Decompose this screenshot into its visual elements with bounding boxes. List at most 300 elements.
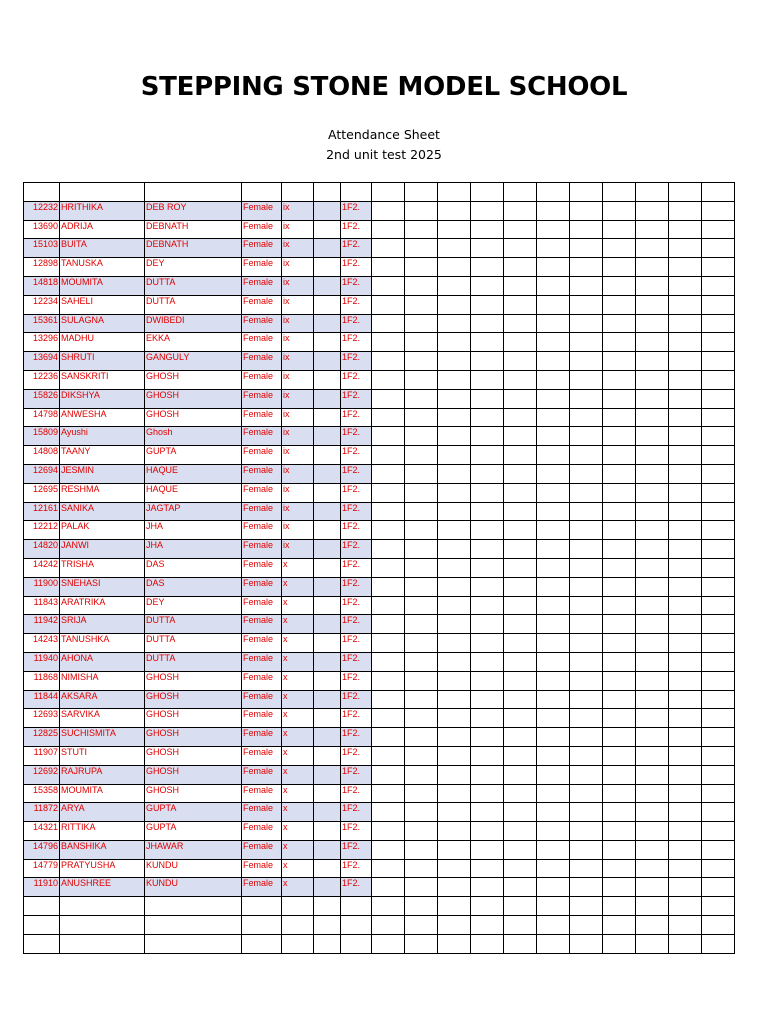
table-row	[24, 690, 735, 709]
attendance-cell	[471, 314, 504, 333]
table-row	[24, 728, 735, 747]
last-name: GUPTA	[145, 446, 242, 465]
attendance-cell	[537, 502, 570, 521]
attendance-cell	[669, 671, 702, 690]
first-name: TAANY	[60, 446, 145, 465]
gender: Female	[242, 634, 282, 653]
attendance-cell	[537, 408, 570, 427]
attendance-cell	[438, 220, 471, 239]
table-row	[24, 746, 735, 765]
attendance-cell	[636, 352, 669, 371]
section: 1F2.	[341, 352, 372, 371]
attendance-cell	[702, 352, 735, 371]
attendance-cell	[702, 671, 735, 690]
attendance-cell	[636, 276, 669, 295]
gender: Female	[242, 370, 282, 389]
table-row	[24, 408, 735, 427]
student-id: 14798	[24, 408, 60, 427]
last-name: GHOSH	[145, 690, 242, 709]
table-row	[24, 765, 735, 784]
attendance-cell	[570, 295, 603, 314]
attendance-cell	[603, 295, 636, 314]
blank-cell	[314, 671, 341, 690]
attendance-cell	[504, 483, 537, 502]
attendance-cell	[603, 446, 636, 465]
last-name: DEBNATH	[145, 220, 242, 239]
empty-cell	[504, 183, 537, 202]
empty-cell	[669, 183, 702, 202]
last-name: GHOSH	[145, 746, 242, 765]
attendance-cell	[471, 859, 504, 878]
attendance-cell	[702, 220, 735, 239]
empty-cell	[570, 934, 603, 953]
class: x	[282, 859, 314, 878]
attendance-cell	[702, 859, 735, 878]
attendance-cell	[504, 540, 537, 559]
last-name: GHOSH	[145, 370, 242, 389]
student-id: 14779	[24, 859, 60, 878]
attendance-cell	[570, 596, 603, 615]
attendance-cell	[537, 634, 570, 653]
attendance-cell	[537, 709, 570, 728]
attendance-cell	[438, 615, 471, 634]
student-id: 11900	[24, 577, 60, 596]
table-row	[24, 878, 735, 897]
empty-cell	[669, 916, 702, 935]
gender: Female	[242, 803, 282, 822]
attendance-cell	[438, 878, 471, 897]
first-name: AKSARA	[60, 690, 145, 709]
attendance-cell	[603, 276, 636, 295]
attendance-cell	[438, 822, 471, 841]
first-name: SARVIKA	[60, 709, 145, 728]
attendance-cell	[669, 483, 702, 502]
attendance-cell	[471, 577, 504, 596]
attendance-cell	[603, 671, 636, 690]
blank-row	[24, 897, 735, 916]
empty-cell	[603, 916, 636, 935]
table-row	[24, 333, 735, 352]
gender: Female	[242, 502, 282, 521]
last-name: GHOSH	[145, 765, 242, 784]
last-name: GUPTA	[145, 822, 242, 841]
section: 1F2.	[341, 201, 372, 220]
last-name: EKKA	[145, 333, 242, 352]
attendance-cell	[570, 464, 603, 483]
class: ix	[282, 370, 314, 389]
empty-cell	[702, 897, 735, 916]
empty-cell	[570, 916, 603, 935]
attendance-cell	[702, 803, 735, 822]
class: ix	[282, 314, 314, 333]
blank-cell	[314, 258, 341, 277]
attendance-cell	[471, 276, 504, 295]
attendance-cell	[405, 878, 438, 897]
class: ix	[282, 502, 314, 521]
first-name: DIKSHYA	[60, 389, 145, 408]
attendance-cell	[669, 709, 702, 728]
section: 1F2.	[341, 840, 372, 859]
attendance-cell	[537, 333, 570, 352]
attendance-cell	[702, 690, 735, 709]
attendance-cell	[702, 558, 735, 577]
last-name: GHOSH	[145, 408, 242, 427]
empty-cell	[438, 934, 471, 953]
section: 1F2.	[341, 746, 372, 765]
attendance-cell	[504, 220, 537, 239]
attendance-cell	[669, 502, 702, 521]
attendance-cell	[702, 652, 735, 671]
attendance-cell	[471, 765, 504, 784]
empty-cell	[242, 916, 282, 935]
table-row	[24, 258, 735, 277]
blank-cell	[314, 709, 341, 728]
last-name: DEBNATH	[145, 239, 242, 258]
attendance-cell	[372, 859, 405, 878]
empty-cell	[438, 916, 471, 935]
attendance-cell	[372, 408, 405, 427]
attendance-cell	[438, 709, 471, 728]
empty-cell	[471, 934, 504, 953]
first-name: ADRIJA	[60, 220, 145, 239]
table-row	[24, 352, 735, 371]
attendance-cell	[603, 558, 636, 577]
attendance-cell	[636, 859, 669, 878]
table-row	[24, 464, 735, 483]
attendance-cell	[537, 690, 570, 709]
first-name: RITTIKA	[60, 822, 145, 841]
attendance-cell	[372, 558, 405, 577]
attendance-cell	[504, 577, 537, 596]
gender: Female	[242, 728, 282, 747]
attendance-cell	[471, 540, 504, 559]
student-id: 12232	[24, 201, 60, 220]
attendance-cell	[636, 577, 669, 596]
attendance-cell	[570, 446, 603, 465]
attendance-cell	[372, 822, 405, 841]
last-name: KUNDU	[145, 859, 242, 878]
attendance-cell	[372, 878, 405, 897]
attendance-cell	[570, 690, 603, 709]
empty-cell	[145, 916, 242, 935]
attendance-cell	[570, 728, 603, 747]
attendance-cell	[405, 615, 438, 634]
class: x	[282, 746, 314, 765]
section: 1F2.	[341, 709, 372, 728]
gender: Female	[242, 352, 282, 371]
section: 1F2.	[341, 483, 372, 502]
blank-cell	[314, 276, 341, 295]
class: ix	[282, 427, 314, 446]
class: ix	[282, 239, 314, 258]
empty-cell	[702, 183, 735, 202]
empty-cell	[282, 916, 314, 935]
attendance-cell	[438, 840, 471, 859]
first-name: SHRUTI	[60, 352, 145, 371]
empty-cell	[702, 934, 735, 953]
empty-cell	[603, 183, 636, 202]
attendance-cell	[570, 352, 603, 371]
class: ix	[282, 483, 314, 502]
empty-cell	[60, 916, 145, 935]
student-id: 12825	[24, 728, 60, 747]
class: x	[282, 784, 314, 803]
attendance-cell	[702, 765, 735, 784]
attendance-cell	[372, 840, 405, 859]
student-id: 14808	[24, 446, 60, 465]
attendance-cell	[471, 483, 504, 502]
student-id: 15358	[24, 784, 60, 803]
attendance-cell	[405, 389, 438, 408]
attendance-cell	[570, 765, 603, 784]
last-name: Ghosh	[145, 427, 242, 446]
table-row	[24, 840, 735, 859]
attendance-cell	[372, 370, 405, 389]
attendance-cell	[372, 483, 405, 502]
attendance-cell	[636, 521, 669, 540]
empty-cell	[145, 183, 242, 202]
gender: Female	[242, 652, 282, 671]
sheet-title: Attendance Sheet	[328, 127, 440, 142]
attendance-cell	[504, 521, 537, 540]
attendance-cell	[405, 370, 438, 389]
table-row	[24, 558, 735, 577]
attendance-cell	[702, 314, 735, 333]
table-row	[24, 314, 735, 333]
blank-cell	[314, 464, 341, 483]
section: 1F2.	[341, 596, 372, 615]
attendance-cell	[471, 634, 504, 653]
attendance-cell	[636, 446, 669, 465]
attendance-cell	[471, 690, 504, 709]
attendance-cell	[438, 295, 471, 314]
attendance-cell	[372, 389, 405, 408]
attendance-cell	[405, 295, 438, 314]
attendance-cell	[702, 521, 735, 540]
attendance-cell	[603, 577, 636, 596]
empty-cell	[341, 897, 372, 916]
table-row	[24, 521, 735, 540]
attendance-cell	[636, 389, 669, 408]
student-id: 11844	[24, 690, 60, 709]
attendance-cell	[537, 558, 570, 577]
table-row	[24, 803, 735, 822]
empty-cell	[537, 916, 570, 935]
empty-cell	[702, 916, 735, 935]
attendance-cell	[471, 239, 504, 258]
attendance-cell	[603, 314, 636, 333]
gender: Female	[242, 201, 282, 220]
attendance-cell	[504, 408, 537, 427]
attendance-cell	[438, 652, 471, 671]
attendance-cell	[405, 803, 438, 822]
empty-cell	[341, 916, 372, 935]
attendance-cell	[702, 577, 735, 596]
class: ix	[282, 464, 314, 483]
gender: Female	[242, 483, 282, 502]
attendance-cell	[405, 201, 438, 220]
student-id: 11942	[24, 615, 60, 634]
attendance-cell	[603, 615, 636, 634]
blank-cell	[314, 483, 341, 502]
attendance-cell	[603, 709, 636, 728]
student-id: 12692	[24, 765, 60, 784]
attendance-cell	[372, 446, 405, 465]
attendance-cell	[471, 220, 504, 239]
blank-cell	[314, 784, 341, 803]
empty-cell	[341, 183, 372, 202]
section: 1F2.	[341, 558, 372, 577]
student-id: 13694	[24, 352, 60, 371]
attendance-cell	[372, 464, 405, 483]
exam-title: 2nd unit test 2025	[326, 147, 442, 162]
last-name: HAQUE	[145, 464, 242, 483]
attendance-cell	[405, 239, 438, 258]
attendance-cell	[636, 784, 669, 803]
empty-cell	[341, 934, 372, 953]
attendance-cell	[669, 728, 702, 747]
attendance-cell	[603, 464, 636, 483]
table-row	[24, 389, 735, 408]
gender: Female	[242, 389, 282, 408]
header-row	[24, 183, 735, 202]
empty-cell	[669, 897, 702, 916]
attendance-cell	[504, 728, 537, 747]
gender: Female	[242, 408, 282, 427]
attendance-cell	[636, 690, 669, 709]
gender: Female	[242, 577, 282, 596]
table-row	[24, 615, 735, 634]
attendance-cell	[438, 352, 471, 371]
student-id: 13296	[24, 333, 60, 352]
student-id: 14796	[24, 840, 60, 859]
last-name: KUNDU	[145, 878, 242, 897]
attendance-cell	[636, 765, 669, 784]
attendance-cell	[669, 276, 702, 295]
last-name: JHA	[145, 521, 242, 540]
section: 1F2.	[341, 521, 372, 540]
blank-cell	[314, 859, 341, 878]
first-name: PALAK	[60, 521, 145, 540]
attendance-cell	[636, 314, 669, 333]
empty-cell	[537, 183, 570, 202]
attendance-cell	[438, 671, 471, 690]
first-name: SANSKRITI	[60, 370, 145, 389]
attendance-cell	[537, 239, 570, 258]
attendance-cell	[636, 709, 669, 728]
last-name: GUPTA	[145, 803, 242, 822]
attendance-cell	[504, 784, 537, 803]
attendance-cell	[603, 596, 636, 615]
last-name: DUTTA	[145, 615, 242, 634]
attendance-cell	[438, 276, 471, 295]
attendance-cell	[603, 784, 636, 803]
empty-cell	[314, 897, 341, 916]
class: ix	[282, 446, 314, 465]
last-name: GHOSH	[145, 709, 242, 728]
last-name: JAGTAP	[145, 502, 242, 521]
attendance-cell	[504, 765, 537, 784]
attendance-cell	[405, 446, 438, 465]
attendance-cell	[405, 671, 438, 690]
attendance-cell	[504, 295, 537, 314]
gender: Female	[242, 765, 282, 784]
attendance-cell	[570, 577, 603, 596]
empty-cell	[242, 934, 282, 953]
attendance-cell	[570, 258, 603, 277]
student-id: 15809	[24, 427, 60, 446]
class: ix	[282, 201, 314, 220]
class: x	[282, 671, 314, 690]
attendance-cell	[636, 370, 669, 389]
attendance-cell	[702, 333, 735, 352]
gender: Female	[242, 859, 282, 878]
attendance-cell	[405, 352, 438, 371]
attendance-cell	[537, 352, 570, 371]
section: 1F2.	[341, 765, 372, 784]
section: 1F2.	[341, 803, 372, 822]
attendance-cell	[405, 784, 438, 803]
attendance-cell	[669, 859, 702, 878]
attendance-cell	[603, 803, 636, 822]
attendance-cell	[702, 709, 735, 728]
first-name: ANWESHA	[60, 408, 145, 427]
attendance-cell	[570, 671, 603, 690]
empty-cell	[471, 183, 504, 202]
class: x	[282, 728, 314, 747]
attendance-cell	[405, 276, 438, 295]
class: x	[282, 822, 314, 841]
attendance-cell	[537, 596, 570, 615]
last-name: DAS	[145, 558, 242, 577]
table-row	[24, 276, 735, 295]
attendance-cell	[669, 389, 702, 408]
section: 1F2.	[341, 389, 372, 408]
attendance-cell	[669, 239, 702, 258]
attendance-cell	[603, 220, 636, 239]
attendance-cell	[570, 502, 603, 521]
attendance-cell	[372, 746, 405, 765]
blank-cell	[314, 634, 341, 653]
gender: Female	[242, 333, 282, 352]
attendance-cell	[702, 446, 735, 465]
attendance-cell	[471, 352, 504, 371]
empty-cell	[24, 183, 60, 202]
attendance-cell	[603, 540, 636, 559]
attendance-cell	[471, 333, 504, 352]
class: ix	[282, 220, 314, 239]
attendance-cell	[504, 746, 537, 765]
student-id: 15826	[24, 389, 60, 408]
attendance-cell	[405, 408, 438, 427]
attendance-cell	[537, 276, 570, 295]
attendance-cell	[570, 615, 603, 634]
attendance-cell	[405, 558, 438, 577]
blank-cell	[314, 239, 341, 258]
blank-cell	[314, 220, 341, 239]
student-id: 11940	[24, 652, 60, 671]
attendance-cell	[537, 258, 570, 277]
attendance-cell	[669, 540, 702, 559]
attendance-cell	[405, 464, 438, 483]
student-id: 11843	[24, 596, 60, 615]
attendance-cell	[603, 502, 636, 521]
attendance-cell	[471, 558, 504, 577]
attendance-cell	[537, 295, 570, 314]
attendance-cell	[405, 314, 438, 333]
attendance-cell	[504, 370, 537, 389]
empty-cell	[314, 183, 341, 202]
